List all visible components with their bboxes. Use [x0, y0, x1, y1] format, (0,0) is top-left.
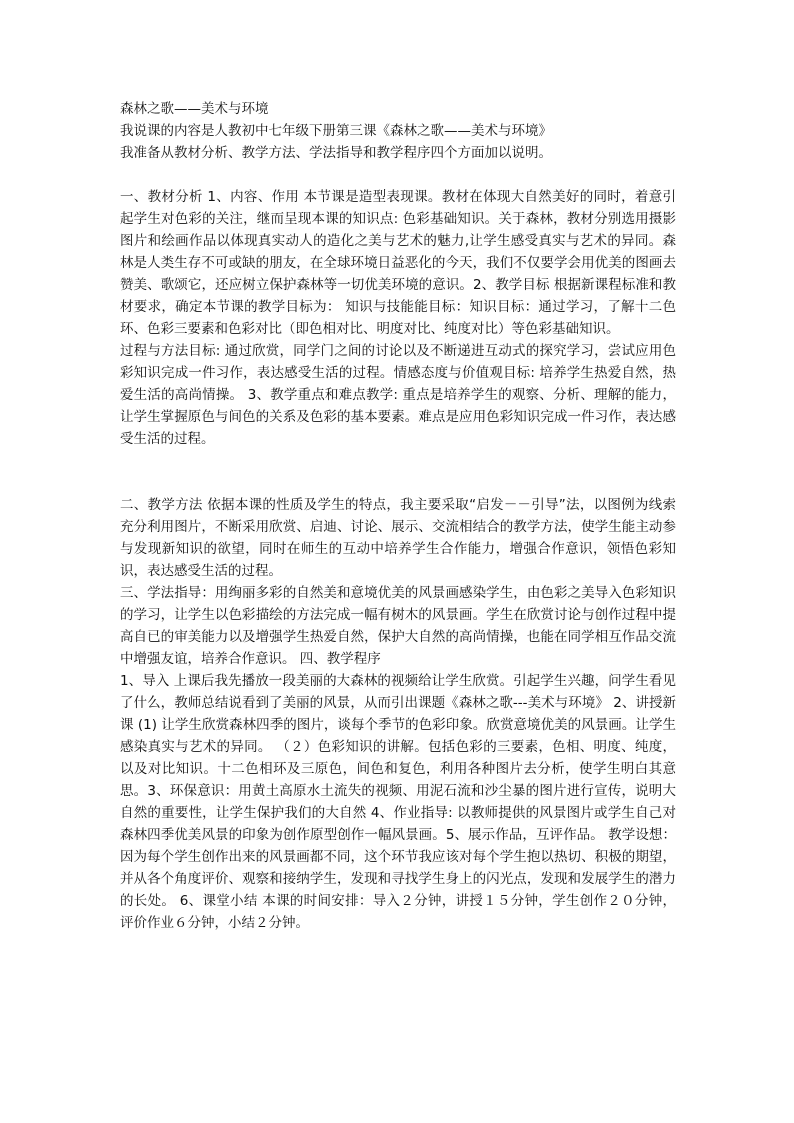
intro-line-2: 我准备从教材分析、教学方法、学法指导和教学程序四个方面加以说明。: [120, 145, 552, 161]
section-3-paragraph-1: 三、学法指导：用绚丽多彩的自然美和意境优美的风景画感染学生，由色彩之美导入色彩知识的学习，让学生以色彩描绘的方法完成一幅有树木的风景画。学生在欣赏讨论与创作过程中提高自已的审美能力以及增强学生热爱自然，保护大自然的高尚情操，也能在同学相互作品交流中增强友谊，培养合作意识。 四、教学程序: [120, 585, 676, 667]
document-body: [120, 98, 676, 934]
section-1-paragraph-1: 一、教材分析 1、内容、作用 本节课是造型表现课。教材在体现大自然美好的同时，着意引起学生对色彩的关注，继而呈现本课的知识点: 色彩基础知识。关于森林，教材分别选用摄影图片和绘画作品以体现真实动人的造化之美与艺术的魅力,让学生感受真实与艺术的异同。森林是人类生存不可或缺的朋友，在全球环境日益恶化的今天，我们不仅要学会用优美的图画去赞美、歌颂它，还应树立保护森林等一切优美环境的意识。2、教学目标 根据新课程标准和教材要求，确定本节课的教学目标为： 知识与技能能目标：知识目标：通过学习，了解十二色环、色彩三要素和色彩对比（即色相对比、明度对比、纯度对比）等色彩基础知识。: [120, 189, 676, 337]
intro-line-1: 我说课的内容是人教初中七年级下册第三课《森林之歌——美术与环境》: [120, 123, 552, 139]
section-1-paragraph-2: 过程与方法目标: 通过欣赏，同学门之间的讨论以及不断递进互动式的探究学习，尝试应用色彩知识完成一件习作，表达感受生活的过程。情感态度与价值观目标: 培养学生热爱自然，热爱生活的高尚情操。 3、教学重点和难点教学: 重点是培养学生的观察、分析、理解的能力，让学生掌握原色与间色的关系及色彩的基本要素。难点是应用色彩知识完成一件习作，表达感受生活的过程。: [120, 343, 676, 447]
spacer: [120, 450, 676, 494]
spacer: [120, 164, 676, 186]
section-2-paragraph: 二、教学方法 依据本课的性质及学生的特点，我主要采取“启发－－引导”法，以图例为线索充分利用图片，不断采用欣赏、启迪、讨论、展示、交流相结合的教学方法，使学生能主动参与发现新知识的欲望，同时在师生的互动中培养学生合作能力，增强合作意识，领悟色彩知识，表达感受生活的过程。: [120, 497, 676, 579]
document-title: 森林之歌——美术与环境: [120, 101, 269, 117]
section-4-paragraph: 1、导入 上课后我先播放一段美丽的大森林的视频给让学生欣赏。引起学生兴趣，问学生看见了什么，教师总结说看到了美丽的风景，从而引出课题《森林之歌---美术与环境》 2、讲授新课 (1) 让学生欣赏森林四季的图片，谈每个季节的色彩印象。欣赏意境优美的风景画。让学生感染真实与艺术的异同。 （２）色彩知识的讲解。包括色彩的三要素，色相、明度、纯度，以及对比知识。十二色相环及三原色，间色和复色，利用各种图片去分析，使学生明白其意思。3、环保意识：用黄土高原水土流失的视频、用泥石流和沙尘暴的图片进行宣传，说明大自然的重要性，让学生保护我们的大自然 4、作业指导: 以教师提供的风景图片或学生自己对森林四季优美风景的印象为创作原型创作一幅风景画。5、展示作品，互评作品。 教学设想：因为每个学生创作出来的风景画都不同，这个环节我应该对每个学生抱以热切、积极的期望，并从各个角度评价、观察和接纳学生，发现和寻找学生身上的闪光点，发现和发展学生的潜力的长处。 6、课堂小结 本课的时间安排：导入２分钟，讲授１５分钟，学生创作２０分钟，评价作业６分钟，小结２分钟。: [120, 673, 676, 931]
